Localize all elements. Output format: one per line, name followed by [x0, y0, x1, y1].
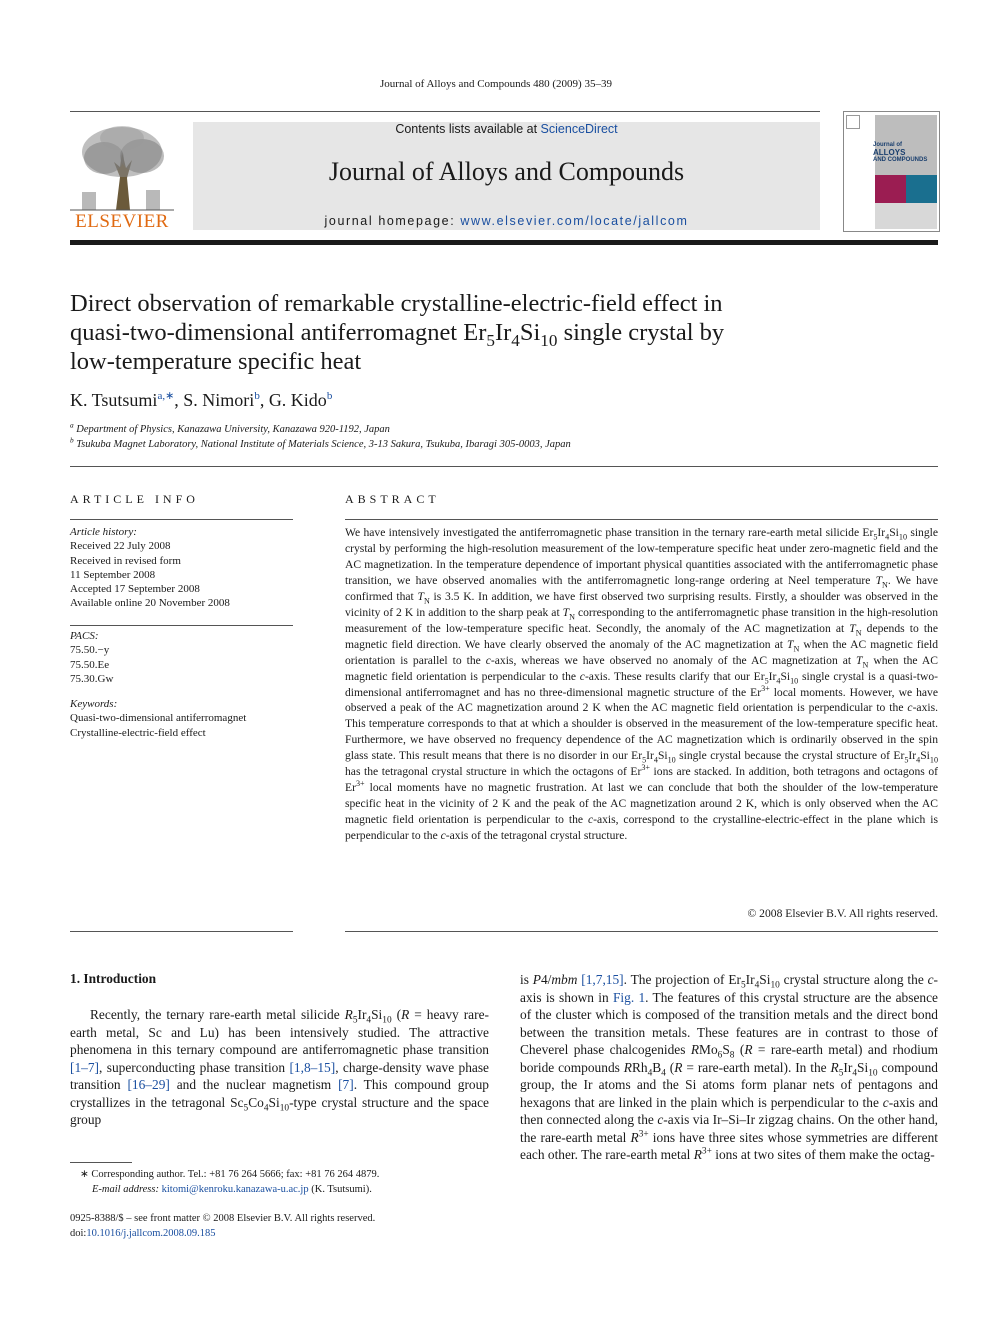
affiliation-text: Department of Physics, Kanazawa University, Kanazawa 920-1192, Japan	[76, 424, 390, 435]
author-affil-mark[interactable]: b	[326, 390, 333, 402]
affiliation-a	[70, 420, 390, 435]
title-text: Si	[519, 319, 541, 346]
doi-link[interactable]: 10.1016/j.jallcom.2008.09.185	[86, 1227, 216, 1239]
title-text: Ir	[494, 319, 512, 346]
author-name[interactable]: K. Tsutsumi	[70, 390, 158, 410]
history-item: Available online 20 November 2008	[70, 597, 230, 610]
elsevier-logo	[70, 122, 174, 232]
citation-link[interactable]: [1–7]	[70, 1059, 100, 1075]
contents-line	[193, 122, 820, 136]
introduction-heading: 1. Introduction	[70, 971, 157, 986]
keywords-list	[70, 697, 293, 740]
abstract-rule	[345, 519, 938, 520]
corresponding-author: ∗ Corresponding author. Tel.: +81 76 264 5666; fax: +81 76 264 4879.	[80, 1169, 380, 1180]
homepage-prefix: journal homepage:	[324, 214, 461, 228]
section-rule	[70, 466, 938, 467]
title-text: single crystal by	[557, 319, 725, 346]
affiliation-mark: a	[70, 420, 74, 430]
author-list	[70, 390, 332, 411]
author-separator: ,	[174, 390, 184, 410]
affiliation-text: Tsukuba Magnet Laboratory, National Institute of Materials Science, 3-13 Sakura, Tsukuba, Ibaragi 305-0003, Japan	[76, 439, 571, 450]
title-line: Direct observation of remarkable crystalline-electric-field effect in	[70, 290, 723, 317]
journal-cover	[843, 111, 940, 232]
issn-line: 0925-8388/$ – see front matter © 2008 Elsevier B.V. All rights reserved.	[70, 1213, 376, 1224]
history-item: Received in revised form	[70, 554, 181, 567]
header-rule-thick	[70, 240, 938, 245]
pacs-item: 75.50.Ee	[70, 658, 110, 671]
title-line	[70, 318, 890, 350]
citation-link[interactable]: [7]	[338, 1077, 354, 1092]
article-info-heading: ARTICLE INFO	[70, 492, 199, 506]
cover-logo-icon	[846, 115, 860, 129]
cover-light-block	[875, 203, 937, 229]
title-subscript: 5	[486, 330, 495, 350]
cover-teal-block	[906, 175, 937, 203]
cover-title-line: Journal of	[873, 142, 903, 148]
copyright-notice: © 2008 Elsevier B.V. All rights reserved.	[747, 907, 938, 920]
title-text: quasi-two-dimensional antiferromagnet Er	[70, 319, 487, 346]
cover-magenta-block	[875, 175, 906, 203]
pacs-label: PACS:	[70, 630, 99, 642]
cover-title	[873, 142, 937, 163]
publisher-wordmark: ELSEVIER	[75, 211, 169, 232]
history-item: 11 September 2008	[70, 568, 156, 581]
journal-name: Journal of Alloys and Compounds	[328, 157, 685, 186]
homepage-link[interactable]: www.elsevier.com/locate/jallcom	[460, 214, 689, 228]
homepage-line	[193, 214, 820, 228]
keyword-item: Quasi-two-dimensional antiferromagnet	[70, 712, 247, 725]
sciencedirect-link[interactable]: ScienceDirect	[540, 122, 618, 136]
abstract-heading: ABSTRACT	[345, 492, 440, 506]
article-title	[70, 289, 890, 376]
history-item: Received 22 July 2008	[70, 540, 171, 553]
title-line: low-temperature specific heat	[70, 348, 362, 375]
author-name[interactable]: G. Kido	[268, 390, 327, 410]
title-subscript: 10	[540, 330, 558, 350]
contents-prefix: Contents lists available at	[395, 122, 541, 136]
info-rule	[70, 519, 293, 520]
pacs-list	[70, 629, 293, 686]
keywords-label: Keywords:	[70, 698, 118, 710]
history-label: Article history:	[70, 526, 137, 538]
email-link[interactable]: kitomi@kenroku.kanazawa-u.ac.jp	[161, 1183, 309, 1195]
figure-link[interactable]: Fig. 1	[612, 989, 646, 1005]
introduction-text-right: is P4/mbm [1,7,15]. The projection of $Er_5Ir_4Si_{10}$ crystal structure along the c-axis is shown in Fig. 1. The features of this crystal structure are the absence of the cluster which is composed of the transition metals and the direct bond between the transition metals. These features are in contrast to those of Cheverel phase chalcogenides $RMo_6S_8$ (R = rare-earth metal) and rhodium boride compounds $RRh_4B_4$ (R = rare-earth metal). In the $R_5Ir_4Si_{10}$ compound group, the Ir atoms and the Si atoms form planar nets of pentagons and hexagons that are linked in the plain which is perpendicular to the c-axis and then connected along the c-axis via Ir–Si–Ir zigzag chains. On the other hand, the rare-earth metal $R^{3+}$ ions have three sites whose symmetries are different each other. The rare-earth metal $R^{3+}$ ions at two sites of them make the octag-	[520, 972, 939, 1162]
cover-title-line: ALLOYS	[873, 147, 906, 157]
issn-block	[70, 1212, 490, 1241]
header-rule	[70, 111, 820, 112]
cover-title-line: AND COMPOUNDS	[873, 156, 928, 163]
citation-link[interactable]: [16–29]	[127, 1077, 170, 1092]
footnote-rule	[70, 1162, 132, 1163]
author-name[interactable]: S. Nimori	[183, 390, 255, 410]
info-rule	[70, 931, 293, 932]
email-suffix: (K. Tsutsumi).	[308, 1183, 372, 1195]
history-item: Accepted 17 September 2008	[70, 583, 200, 596]
doi-line	[70, 1227, 490, 1242]
citation-link[interactable]: [1,7,15]	[581, 972, 624, 987]
abstract-body: We have intensively investigated the antiferromagnetic phase transition in the ternary rare-earth metal silicide $Er_5Ir_4Si_{10}$ single crystal by performing the high-resolution measurement of the low-temperature specific heat under zero-magnetic field and the AC magnetization. In the temperature dependence of important physical quantities associated with the antiferromagnetic phase transition, we have observed anomalies with the antiferromagnetic long-range ordering at Neel temperature $T_N$. We have confirmed that $T_N$ is 3.5 K. In addition, we have first observed two surprising results. Firstly, a shoulder was observed in the vicinity of 2 K in addition to the sharp peak at $T_N$ corresponding to the antiferromagnetic phase transition in the high-resolution measurement of the low-temperature specific heat. Secondly, the anomaly of the AC magnetization at $T_N$ depends to the magnetic field direction. We have clearly observed the anomaly of the AC magnetization at $T_N$ when the AC magnetic field orientation is parallel to the c-axis, whereas we have observed no anomaly of the AC magnetization at $T_N$ when the AC magnetic field orientation is perpendicular to the c-axis. These results clarify that our $Er_5Ir_4Si_{10}$ single crystal is a quasi-two-dimensional antiferromagnet and has no three-dimensional magnetic structure of the $Er^{3+}$ local moments. However, we have observed a peak of the AC magnetization around 2 K when the AC magnetic field orientation is perpendicular to the c-axis. This temperature corresponds to that at which a shoulder is observed in the measurement of the low-temperature specific heat. Furthermore, we have observed no frequency dependence of the AC magnetization which is ordinarily observed in the spin glass state. This result means that there is no disorder in our $Er_5Ir_4Si_{10}$ single crystal because the crystal structure of $Er_5Ir_4Si_{10}$ has the tetragonal crystal structure in which the octagons of $Er^{3+}$ ions are stacked. In addition, both tetragons and octagons of $Er^{3+}$ local moments have no magnetic frustration. At last we can conclude that both the shoulder of the low-temperature specific heat in the vicinity of 2 K and the peak of the AC magnetization around 2 K, which is only observed when the AC magnetic field orientation is perpendicular to the c-axis, correspond to the crystalline-electric-effect in the plane which is perpendicular to the c-axis of the tetragonal crystal structure.	[345, 526, 939, 843]
introduction-text-left: Recently, the ternary rare-earth metal silicide $R_5Ir_4Si_{10}$ (R = heavy rare-earth metal, Sc and Lu) has been intensively studied. The attractive phenomena in this ternary compound are antiferromagnetic phase transition [1–7], superconducting phase transition [1,8–15], charge-density wave phase transition [16–29] and the nuclear magnetism [7]. This compound group crystallizes in the tetragonal $Sc_5Co_4Si_{10}$-type crystal structure and the space group	[70, 1007, 490, 1127]
pacs-item: 75.30.Gw	[70, 672, 114, 685]
corresponding-footnote	[70, 1168, 490, 1197]
pacs-item: 75.50.−y	[70, 644, 110, 657]
author-separator: ,	[259, 390, 269, 410]
abstract-rule	[345, 931, 938, 932]
journal-citation: Journal of Alloys and Compounds 480 (2009) 35–39	[380, 78, 612, 90]
affiliation-mark: b	[70, 435, 74, 445]
info-rule	[70, 625, 293, 626]
email-line	[70, 1183, 490, 1198]
citation-link[interactable]: [1,8–15]	[289, 1059, 336, 1075]
article-history	[70, 525, 293, 611]
email-label: E-mail address:	[92, 1183, 162, 1195]
affiliation-b	[70, 435, 571, 450]
author-affil-mark[interactable]: b	[254, 390, 260, 402]
title-subscript: 4	[511, 330, 520, 350]
doi-label: doi:	[70, 1227, 87, 1239]
author-affil-mark[interactable]: a,∗	[157, 390, 175, 402]
keyword-item: Crystalline-electric-field effect	[70, 726, 206, 739]
